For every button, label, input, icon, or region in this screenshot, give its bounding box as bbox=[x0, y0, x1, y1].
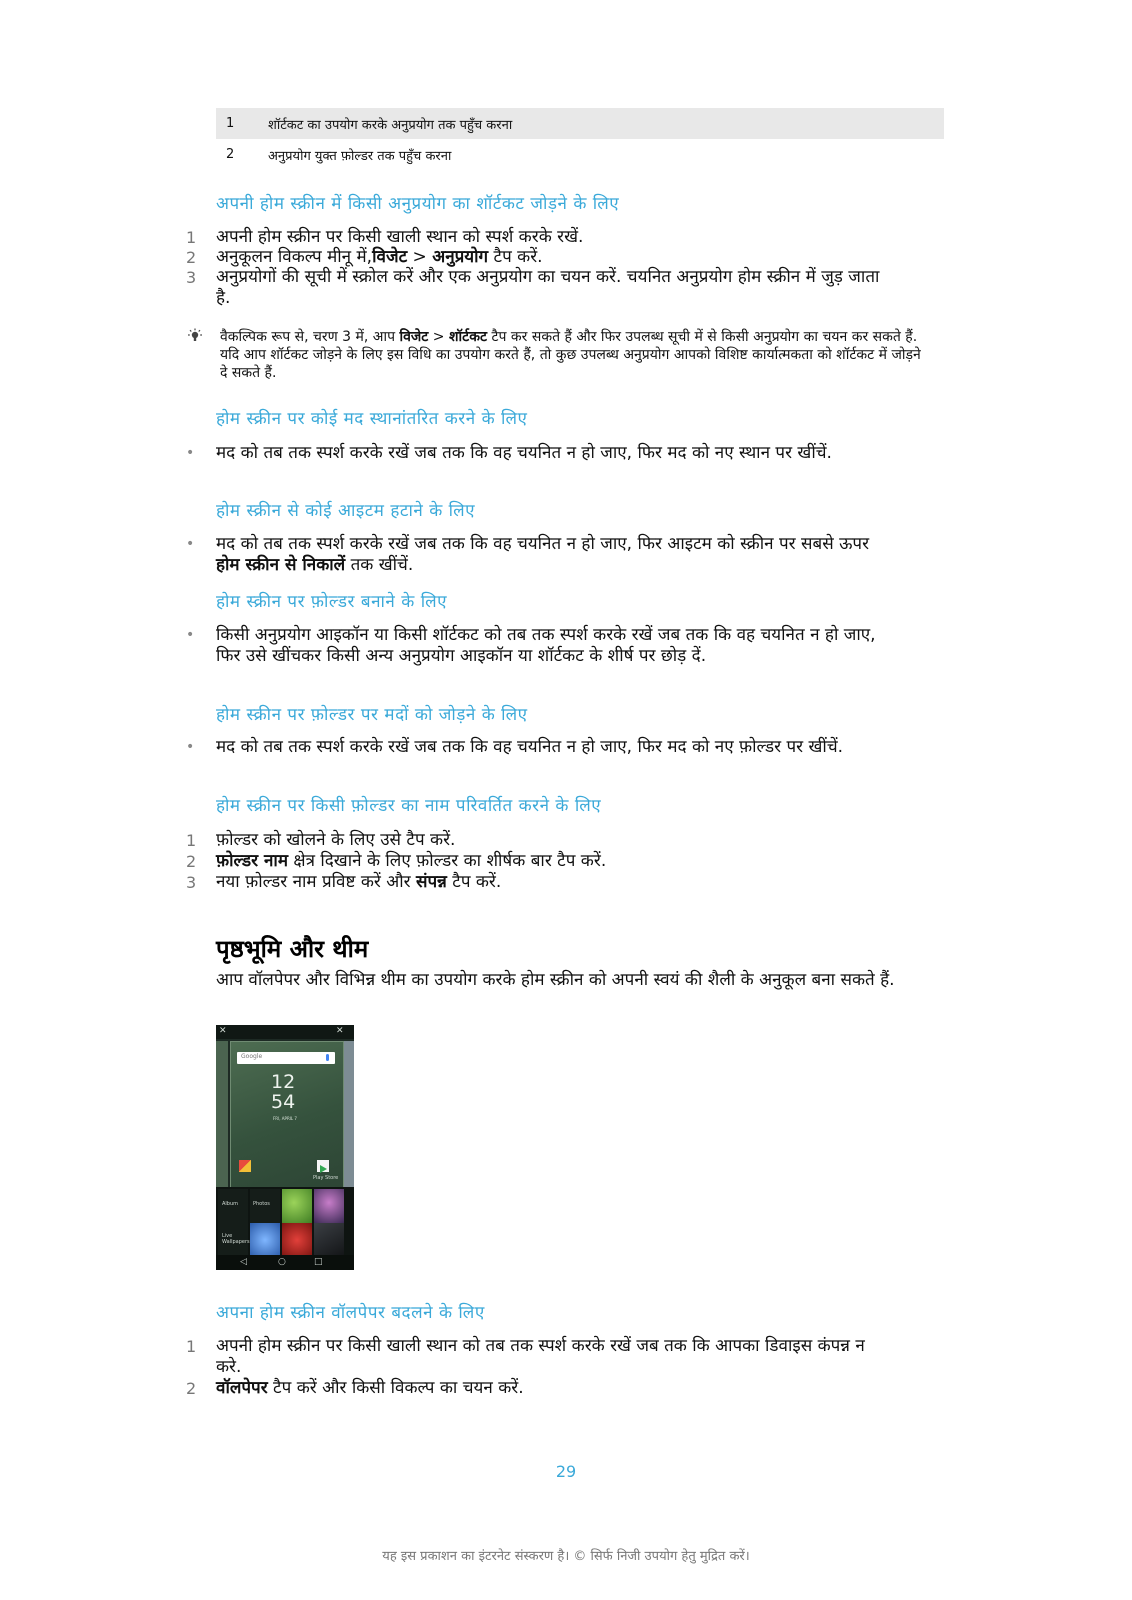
step-text bbox=[216, 247, 926, 268]
ui-term: विजेट bbox=[372, 247, 408, 267]
adjacent-pane-right bbox=[344, 1041, 354, 1187]
wallpaper-thumb-red bbox=[282, 1223, 312, 1257]
home-icon: ○ bbox=[278, 1257, 286, 1267]
bullet-item bbox=[186, 534, 886, 576]
tile-label: Photos bbox=[253, 1201, 270, 1207]
tile-label: Album bbox=[222, 1201, 239, 1207]
step-item bbox=[186, 872, 926, 893]
bullet-text bbox=[216, 534, 886, 576]
back-icon: ◁ bbox=[240, 1257, 247, 1267]
bullet-item bbox=[186, 737, 886, 758]
section-title: पृष्ठभूमि और थीम bbox=[216, 935, 369, 963]
close-icon: ✕ bbox=[219, 1026, 227, 1036]
bullet-dot: • bbox=[186, 627, 195, 643]
ui-term: वॉलपेपर bbox=[216, 1378, 268, 1398]
step-text-part: > bbox=[407, 247, 433, 267]
tip-note bbox=[186, 328, 926, 382]
wallpaper-thumb-purple bbox=[314, 1189, 344, 1223]
tip-text-part: > bbox=[428, 329, 449, 345]
app-label: Play Store bbox=[313, 1175, 339, 1181]
step-text-part: नया फ़ोल्डर नाम प्रविष्ट करें और bbox=[216, 872, 416, 892]
legend-text: शॉर्टकट का उपयोग करके अनुप्रयोग तक पहुँच करना bbox=[268, 117, 513, 133]
close-icon: ✕ bbox=[336, 1026, 344, 1036]
search-label: Google bbox=[241, 1053, 263, 1060]
mic-icon bbox=[326, 1054, 329, 1061]
ui-term: विजेट bbox=[399, 329, 429, 345]
preview-topbar bbox=[216, 1025, 354, 1039]
bullet-item bbox=[186, 625, 886, 667]
callout-legend bbox=[216, 108, 944, 170]
step-text: अपनी होम स्क्रीन पर किसी खाली स्थान को तब तक स्पर्श करके रखें जब तक कि आपका डिवाइस कंपन्न न करे. bbox=[216, 1336, 865, 1377]
step-text: अपनी होम स्क्रीन पर किसी खाली स्थान को स्पर्श करके रखें. bbox=[216, 227, 584, 247]
step-text: अनुप्रयोगों की सूची में स्क्रोल करें और एक अनुप्रयोग का चयन करें. चयनित अनुप्रयोग होम स्क्रीन में जुड़ जाता है. bbox=[216, 267, 880, 308]
wallpaper-thumb-green bbox=[282, 1189, 312, 1223]
step-number: 3 bbox=[186, 873, 197, 892]
bullet-text-part: मद को तब तक स्पर्श करके रखें जब तक कि वह चयनित न हो जाए, फिर आइटम को स्क्रीन पर सबसे ऊपर bbox=[216, 534, 870, 554]
tile-label: Live Wallpapers bbox=[222, 1233, 250, 1245]
tip-text-part: वैकल्पिक रूप से, चरण 3 में, आप bbox=[220, 329, 400, 345]
step-text: फ़ोल्डर को खोलने के लिए उसे टैप करें. bbox=[216, 830, 456, 850]
bullet-dot: • bbox=[186, 445, 195, 461]
move-item-heading: होम स्क्रीन पर कोई मद स्थानांतरित करने के लिए bbox=[216, 409, 528, 429]
step-item bbox=[186, 1378, 926, 1399]
google-search-bar bbox=[237, 1052, 335, 1064]
legend-number: 1 bbox=[226, 116, 235, 131]
step-number: 2 bbox=[186, 852, 197, 871]
legend-row bbox=[216, 108, 944, 139]
step-item bbox=[186, 851, 926, 872]
recents-icon: □ bbox=[314, 1257, 323, 1267]
lightbulb-icon bbox=[186, 328, 220, 382]
section-intro: आप वॉलपेपर और विभिन्न थीम का उपयोग करके होम स्क्रीन को अपनी स्वयं की शैली के अनुकूल बना सकते हैं. bbox=[216, 970, 895, 990]
legend-number: 2 bbox=[226, 147, 235, 162]
step-text bbox=[216, 1378, 926, 1399]
clock-minutes: 54 bbox=[271, 1091, 296, 1113]
ui-term: शॉर्टकट bbox=[449, 329, 488, 345]
step-number: 2 bbox=[186, 1379, 197, 1398]
step-text-part: टैप करें और किसी विकल्प का चयन करें. bbox=[267, 1378, 524, 1398]
step-item bbox=[186, 267, 886, 309]
bullet-dot: • bbox=[186, 739, 195, 755]
home-pane-preview bbox=[230, 1041, 344, 1189]
bullet-text: मद को तब तक स्पर्श करके रखें जब तक कि वह चयनित न हो जाए, फिर मद को नए स्थान पर खींचें. bbox=[216, 443, 832, 463]
step-text-part: अनुकूलन विकल्प मीनू में, bbox=[216, 247, 373, 267]
step-item bbox=[186, 830, 926, 851]
step-item bbox=[186, 1336, 886, 1378]
step-text-part: क्षेत्र दिखाने के लिए फ़ोल्डर का शीर्षक बार टैप करें. bbox=[287, 851, 607, 871]
add-to-folder-heading: होम स्क्रीन पर फ़ोल्डर पर मदों को जोड़ने के लिए bbox=[216, 705, 528, 725]
wallpaper-picker-tray bbox=[216, 1187, 354, 1255]
clock-hours: 12 bbox=[271, 1071, 296, 1093]
bullet-text: किसी अनुप्रयोग आइकॉन या किसी शॉर्टकट को तब तक स्पर्श करके रखें जब तक कि वह चयनित न हो जाए, फिर उसे खींचकर किसी अन्य अनुप्रयोग आइकॉन या शॉर्टकट के शीर्ष पर छोड़ दें. bbox=[216, 625, 876, 666]
step-text-part: टैप करें. bbox=[446, 872, 502, 892]
step-number: 3 bbox=[186, 268, 197, 287]
bullet-text: मद को तब तक स्पर्श करके रखें जब तक कि वह चयनित न हो जाए, फिर मद को नए फ़ोल्डर पर खींचें. bbox=[216, 737, 844, 757]
wallpaper-thumb-blue bbox=[250, 1223, 280, 1257]
tip-text-part: टैप कर सकते हैं और फिर उपलब्ध सूची में से किसी अनुप्रयोग का चयन कर सकते हैं. यदि आप शॉर्टकट जोड़ने के लिए इस विधि का उपयोग करते हैं, तो कुछ उपलब्ध अनुप्रयोग आपको विशिष्ट कार्यात्मकता को शॉर्टकट में जोड़ने दे सकते हैं. bbox=[220, 329, 921, 381]
ui-term: फ़ोल्डर नाम bbox=[216, 851, 288, 871]
bullet-dot: • bbox=[186, 536, 195, 552]
rename-folder-heading: होम स्क्रीन पर किसी फ़ोल्डर का नाम परिवर्तित करने के लिए bbox=[216, 796, 602, 816]
wallpaper-heading: अपना होम स्क्रीन वॉलपेपर बदलने के लिए bbox=[216, 1303, 485, 1323]
tip-text bbox=[220, 328, 926, 382]
step-item bbox=[186, 247, 926, 268]
ui-term: होम स्क्रीन से निकालें bbox=[216, 555, 346, 575]
step-item bbox=[186, 227, 926, 248]
legend-row bbox=[216, 139, 944, 170]
remove-item-heading: होम स्क्रीन से कोई आइटम हटाने के लिए bbox=[216, 501, 476, 521]
wallpaper-thumb-dark bbox=[314, 1223, 344, 1257]
add-shortcut-heading: अपनी होम स्क्रीन में किसी अनुप्रयोग का शॉर्टकट जोड़ने के लिए bbox=[216, 194, 620, 214]
step-number: 1 bbox=[186, 228, 197, 247]
step-number: 1 bbox=[186, 1337, 197, 1356]
app-icon bbox=[239, 1160, 251, 1172]
step-number: 1 bbox=[186, 831, 197, 850]
footer-note: यह इस प्रकाशन का इंटरनेट संस्करण है। © सिर्फ निजी उपयोग हेतु मुद्रित करें। bbox=[382, 1549, 750, 1564]
ui-term: अनुप्रयोग bbox=[432, 247, 489, 267]
page-number: 29 bbox=[555, 1462, 577, 1481]
adjacent-pane-left bbox=[216, 1041, 228, 1187]
step-text bbox=[216, 851, 926, 872]
step-text-part: टैप करें. bbox=[488, 247, 543, 267]
step-number: 2 bbox=[186, 248, 197, 267]
clock-date: FRI, APRIL 7 bbox=[273, 1116, 297, 1121]
bullet-text-part: तक खींचें. bbox=[345, 555, 414, 575]
bullet-item bbox=[186, 443, 886, 464]
play-store-icon bbox=[317, 1160, 329, 1172]
clock-widget bbox=[271, 1072, 295, 1112]
ui-term: संपन्न bbox=[416, 872, 447, 892]
home-screen-screenshot bbox=[216, 1025, 354, 1270]
step-text bbox=[216, 872, 926, 893]
create-folder-heading: होम स्क्रीन पर फ़ोल्डर बनाने के लिए bbox=[216, 592, 448, 612]
navigation-bar bbox=[216, 1255, 354, 1270]
legend-text: अनुप्रयोग युक्त फ़ोल्डर तक पहुँच करना bbox=[268, 148, 452, 164]
